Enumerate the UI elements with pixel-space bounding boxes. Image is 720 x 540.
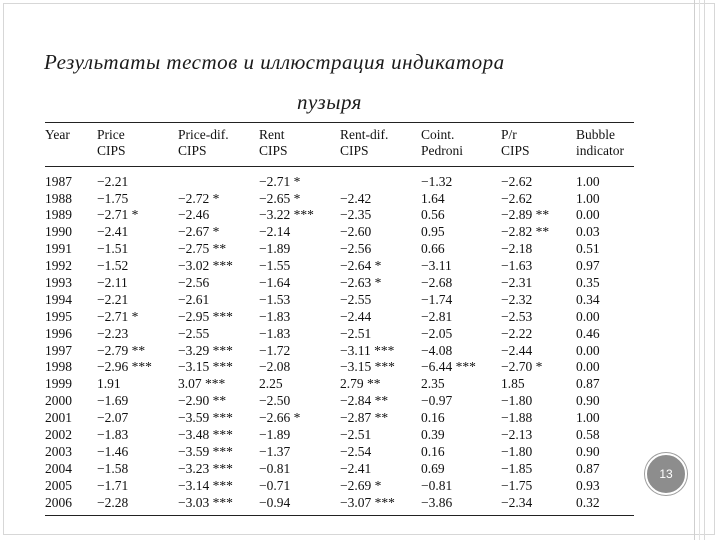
table-cell: −2.35 <box>340 207 372 223</box>
table-cell: −2.81 <box>421 308 453 324</box>
table-cell: −3.59 *** <box>178 410 233 426</box>
table-row <box>45 376 634 393</box>
table-cell: −2.84 ** <box>340 393 389 409</box>
table-cell: −3.14 *** <box>178 477 233 493</box>
table-cell: −2.62 <box>501 173 533 189</box>
table-cell: 0.03 <box>576 224 600 240</box>
table-cell: −2.34 <box>501 494 533 510</box>
table-cell: −2.55 <box>340 291 372 307</box>
slide-edge-line <box>704 0 705 540</box>
table-cell <box>178 167 259 190</box>
table-cell: −2.54 <box>340 443 372 459</box>
table-cell: 0.87 <box>576 460 600 476</box>
table-cell: −2.89 ** <box>501 207 550 223</box>
table-cell: 1.85 <box>501 376 525 392</box>
table-cell: −1.75 <box>97 190 129 206</box>
table-cell: 2.25 <box>259 376 283 392</box>
table-row <box>45 359 634 376</box>
table-cell: −3.07 *** <box>340 494 395 510</box>
table-cell: −2.90 ** <box>178 393 227 409</box>
table-cell: −2.71 * <box>97 207 139 223</box>
table-cell: 1993 <box>45 275 72 291</box>
table-cell: 0.51 <box>576 241 600 257</box>
column-header-bubble-indicator: Bubble indicator <box>576 123 634 167</box>
table-cell: −1.51 <box>97 241 129 257</box>
table-cell: −2.18 <box>501 241 533 257</box>
table-cell: 0.35 <box>576 275 600 291</box>
table-cell: 1.91 <box>97 376 121 392</box>
table-cell: −1.46 <box>97 443 129 459</box>
table-cell: 0.97 <box>576 258 600 274</box>
table-cell: 2006 <box>45 494 72 510</box>
table-cell: −3.22 *** <box>259 207 314 223</box>
column-header-price-dif-cips: Price-dif. CIPS <box>178 123 259 167</box>
column-header-rent-dif-cips: Rent-dif. CIPS <box>340 123 421 167</box>
table-cell: 0.66 <box>421 241 445 257</box>
table-cell: −2.68 <box>421 275 453 291</box>
table-cell: −2.21 <box>97 173 129 189</box>
table-cell: −1.89 <box>259 427 291 443</box>
table-row <box>45 257 634 274</box>
table-row <box>45 291 634 308</box>
table-cell: −1.88 <box>501 410 533 426</box>
table-cell: −2.56 <box>340 241 372 257</box>
table-cell: −2.11 <box>97 275 128 291</box>
table-cell: 0.69 <box>421 460 445 476</box>
table-cell: 0.56 <box>421 207 445 223</box>
table-cell: 1.00 <box>576 410 600 426</box>
table-row <box>45 460 634 477</box>
table-cell: 2002 <box>45 427 72 443</box>
table-cell: −3.15 *** <box>340 359 395 375</box>
table-cell: −3.02 *** <box>178 258 233 274</box>
table-row <box>45 207 634 224</box>
table-cell: −2.55 <box>178 325 210 341</box>
slide-title <box>44 44 674 120</box>
table-cell: 1994 <box>45 291 72 307</box>
table-cell: −2.05 <box>421 325 453 341</box>
table-cell: −2.44 <box>501 342 533 358</box>
table-cell: −1.64 <box>259 275 291 291</box>
table-cell: 1990 <box>45 224 72 240</box>
table-cell: 3.07 *** <box>178 376 226 392</box>
table-cell: −1.53 <box>259 291 291 307</box>
table-cell: −2.75 ** <box>178 241 227 257</box>
table-cell: −4.08 <box>421 342 453 358</box>
table-cell: −3.11 <box>421 258 452 274</box>
table-cell: 0.32 <box>576 494 600 510</box>
table-cell: 2000 <box>45 393 72 409</box>
page-number-badge: 13 <box>645 453 687 495</box>
slide-edge-line <box>699 0 700 540</box>
table-cell: 0.00 <box>576 308 600 324</box>
table-cell: 0.90 <box>576 443 600 459</box>
table-cell: −2.71 * <box>97 308 139 324</box>
table-cell: 1997 <box>45 342 72 358</box>
table-cell: −2.46 <box>178 207 210 223</box>
table-cell: 1996 <box>45 325 72 341</box>
table-cell: 2005 <box>45 477 72 493</box>
table-cell: −2.60 <box>340 224 372 240</box>
table-cell: −2.82 ** <box>501 224 550 240</box>
table-cell: −2.64 * <box>340 258 382 274</box>
table-cell: −3.48 *** <box>178 427 233 443</box>
table-cell: −0.71 <box>259 477 291 493</box>
table-cell: 0.34 <box>576 291 600 307</box>
table-cell: −2.07 <box>97 410 129 426</box>
table-cell: −2.95 *** <box>178 308 233 324</box>
table-cell: −2.65 * <box>259 190 301 206</box>
table-cell: −1.58 <box>97 460 129 476</box>
table-cell: −2.70 * <box>501 359 543 375</box>
table-cell: 1995 <box>45 308 72 324</box>
table-cell: −2.31 <box>501 275 533 291</box>
column-header-year: Year <box>45 123 97 167</box>
column-header-coint-pedroni: Coint. Pedroni <box>421 123 501 167</box>
table-row <box>45 224 634 241</box>
table-cell: −1.83 <box>97 427 129 443</box>
table-cell: −1.52 <box>97 258 129 274</box>
table-cell: −2.44 <box>340 308 372 324</box>
table-cell: −1.83 <box>259 325 291 341</box>
table-cell: −2.56 <box>178 275 210 291</box>
table-cell: 1989 <box>45 207 72 223</box>
table-cell: −2.13 <box>501 427 533 443</box>
column-header-rent-cips: Rent CIPS <box>259 123 340 167</box>
table-cell: −2.69 * <box>340 477 382 493</box>
slide-title-line-1: Результаты тестов и иллюстрация индикатора <box>44 50 505 74</box>
table-body <box>45 167 634 511</box>
table-cell: −1.85 <box>501 460 533 476</box>
table-cell: 1988 <box>45 190 72 206</box>
table-cell: −2.21 <box>97 291 129 307</box>
table-cell: −1.74 <box>421 291 453 307</box>
table-cell: −2.53 <box>501 308 533 324</box>
results-table-container <box>45 122 634 516</box>
table-cell: −3.29 *** <box>178 342 233 358</box>
table-cell: −1.69 <box>97 393 129 409</box>
table-row <box>45 274 634 291</box>
table-row <box>45 494 634 511</box>
table-cell: −3.11 *** <box>340 342 395 358</box>
table-cell: 0.90 <box>576 393 600 409</box>
table-cell: 1.64 <box>421 190 445 206</box>
table-cell: −1.32 <box>421 173 453 189</box>
table-cell: 1991 <box>45 241 72 257</box>
table-cell: −0.94 <box>259 494 291 510</box>
table-cell: −1.37 <box>259 443 291 459</box>
table-cell: −2.62 <box>501 190 533 206</box>
table-cell: −6.44 *** <box>421 359 476 375</box>
table-cell: −2.32 <box>501 291 533 307</box>
table-row <box>45 167 634 190</box>
table-cell: −3.03 *** <box>178 494 233 510</box>
table-cell: −1.72 <box>259 342 291 358</box>
table-cell: 0.46 <box>576 325 600 341</box>
table-cell: 1992 <box>45 258 72 274</box>
table-cell: 0.87 <box>576 376 600 392</box>
table-cell: −1.75 <box>501 477 533 493</box>
table-row <box>45 241 634 258</box>
table-cell: −2.23 <box>97 325 129 341</box>
table-cell: −2.71 * <box>259 173 301 189</box>
table-cell: −3.23 *** <box>178 460 233 476</box>
table-cell: −2.51 <box>340 427 372 443</box>
table-cell: 2001 <box>45 410 72 426</box>
table-cell: 0.16 <box>421 410 445 426</box>
table-cell: 0.93 <box>576 477 600 493</box>
column-header-pr-cips: P/r CIPS <box>501 123 576 167</box>
table-cell: −2.28 <box>97 494 129 510</box>
table-cell: −2.66 * <box>259 410 301 426</box>
table-cell: 2003 <box>45 443 72 459</box>
results-table <box>45 123 634 511</box>
table-cell: −2.96 *** <box>97 359 152 375</box>
table-cell: 0.00 <box>576 359 600 375</box>
table-row <box>45 393 634 410</box>
table-cell: −1.55 <box>259 258 291 274</box>
table-cell: −3.86 <box>421 494 453 510</box>
table-cell <box>340 167 421 190</box>
table-cell: 1.00 <box>576 190 600 206</box>
table-cell: −2.41 <box>340 460 372 476</box>
table-cell: 0.00 <box>576 342 600 358</box>
slide-edge-line <box>694 0 695 540</box>
slide-title-line-2: пузыря <box>297 90 362 114</box>
table-cell: −2.67 * <box>178 224 220 240</box>
table-cell: 1998 <box>45 359 72 375</box>
table-cell: −2.42 <box>340 190 372 206</box>
table-row <box>45 443 634 460</box>
table-cell: −2.51 <box>340 325 372 341</box>
table-cell: 0.95 <box>421 224 445 240</box>
table-header-row <box>45 123 634 167</box>
table-row <box>45 190 634 207</box>
table-cell: −2.87 ** <box>340 410 389 426</box>
table-cell: −2.41 <box>97 224 129 240</box>
table-cell: −2.14 <box>259 224 291 240</box>
table-cell: −2.72 * <box>178 190 220 206</box>
table-cell: 1999 <box>45 376 72 392</box>
table-cell: −2.22 <box>501 325 533 341</box>
column-header-price-cips: Price CIPS <box>97 123 178 167</box>
table-cell: 2004 <box>45 460 72 476</box>
table-row <box>45 308 634 325</box>
table-cell: −3.59 *** <box>178 443 233 459</box>
table-cell: −1.71 <box>97 477 129 493</box>
table-cell: −2.61 <box>178 291 210 307</box>
table-cell: −0.81 <box>259 460 291 476</box>
table-cell: 2.35 <box>421 376 445 392</box>
table-cell: −0.81 <box>421 477 453 493</box>
table-cell: −1.63 <box>501 258 533 274</box>
table-cell: 2.79 ** <box>340 376 381 392</box>
table-cell: 0.16 <box>421 443 445 459</box>
table-cell: 1987 <box>45 173 72 189</box>
table-cell: −1.80 <box>501 443 533 459</box>
table-cell: −1.83 <box>259 308 291 324</box>
table-cell: −1.80 <box>501 393 533 409</box>
table-row <box>45 477 634 494</box>
table-cell: −3.15 *** <box>178 359 233 375</box>
table-cell: 0.00 <box>576 207 600 223</box>
table-row <box>45 426 634 443</box>
table-row <box>45 342 634 359</box>
table-cell: 1.00 <box>576 173 600 189</box>
table-row <box>45 409 634 426</box>
table-cell: −0.97 <box>421 393 453 409</box>
table-cell: −2.63 * <box>340 275 382 291</box>
table-cell: −2.50 <box>259 393 291 409</box>
table-cell: 0.58 <box>576 427 600 443</box>
table-row <box>45 325 634 342</box>
table-cell: −2.79 ** <box>97 342 146 358</box>
table-cell: −1.89 <box>259 241 291 257</box>
table-cell: −2.08 <box>259 359 291 375</box>
table-cell: 0.39 <box>421 427 445 443</box>
